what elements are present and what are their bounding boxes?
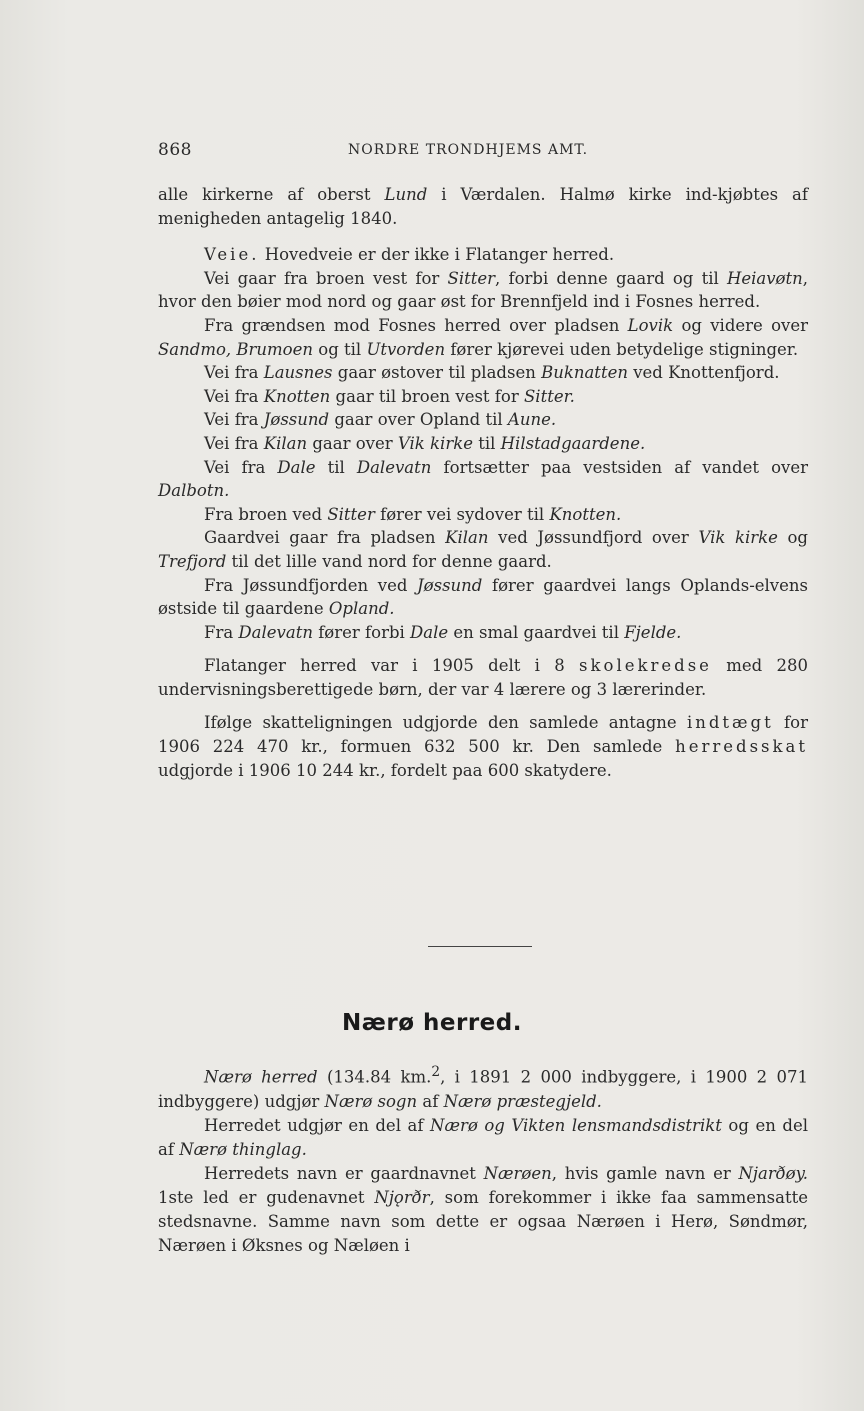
place-name: Sitter — [327, 504, 375, 524]
text-run: , i 1891 2 000 indbyggere, i 1900 2 071 indbyggere) udgjør — [158, 1067, 808, 1111]
text-run: Vei fra — [204, 386, 264, 406]
place-name: Dalbotn. — [158, 481, 230, 501]
spaced-term: skolekredse — [579, 656, 712, 676]
text-run: Vei gaar fra broen vest for — [204, 268, 448, 288]
text-run: Herredets navn er gaardnavnet — [204, 1163, 484, 1183]
section-label-veie: Veie. — [204, 245, 260, 265]
text-run: alle kirkerne af oberst — [158, 185, 385, 204]
place-name: Knotten. — [549, 504, 622, 524]
text-run: til — [472, 433, 501, 453]
text-run: med 280 undervisningsberettigede børn, der var 4 lærere og 3 lærerinder. — [158, 656, 808, 699]
superscript: 2 — [431, 1064, 441, 1080]
paragraph-road-8 — [158, 503, 808, 527]
place-name: Sitter — [447, 268, 496, 288]
section-title: Nærø herred. — [342, 1010, 522, 1036]
paragraph-church — [158, 183, 808, 230]
text-run: fører vei sydover til — [374, 504, 550, 524]
place-name: Aune. — [507, 410, 557, 430]
place-name: Dale — [410, 622, 449, 642]
text-run: af — [417, 1091, 444, 1111]
place-name: Vik kirke — [698, 528, 778, 548]
text-run: gaar over Opland til — [329, 410, 508, 430]
place-name: Sandmo, Brumoen — [158, 339, 314, 359]
place-name: Nærø og Vikten lensmandsdistrikt — [430, 1115, 722, 1135]
place-name: Kilan — [263, 433, 308, 453]
main-text — [158, 183, 808, 782]
paragraph-veie — [158, 243, 808, 267]
paragraph-road-3 — [158, 361, 808, 385]
place-name: Njǫrðr — [374, 1187, 430, 1207]
text-run: til — [315, 457, 357, 477]
place-name: Hilstadgaardene. — [500, 433, 646, 453]
text-run: fører forbi — [312, 622, 411, 642]
paragraph-road-11 — [158, 621, 808, 645]
text-run: Vei fra — [204, 457, 278, 477]
text-run: og til — [313, 339, 367, 359]
text-run: ved Jøssundfjord over — [488, 528, 699, 548]
text-run: gaar over — [307, 433, 398, 453]
place-name: Lausnes — [263, 363, 333, 383]
place-name: Dalevatn — [238, 622, 313, 642]
text-run: for 1906 224 470 kr., formuen 632 500 kr. Den samlede — [158, 713, 808, 757]
paragraph-taxes — [158, 711, 808, 782]
place-name: Nærø thinglag. — [179, 1139, 307, 1159]
place-name: Dalevatn — [356, 457, 432, 477]
text-run: og videre over — [673, 315, 809, 335]
page-header — [158, 140, 808, 164]
paragraph-road-2 — [158, 314, 808, 361]
paragraph-naero-2 — [158, 1114, 808, 1162]
text-run: 1ste led er gudenavnet — [158, 1187, 375, 1207]
page-number: 868 — [158, 140, 192, 160]
spaced-term: herredsskat — [675, 737, 808, 757]
text-run: Vei fra — [204, 363, 264, 383]
text-run: Herredet udgjør en del af — [204, 1115, 431, 1135]
text-run: Gaardvei gaar fra pladsen — [204, 528, 446, 548]
text-run: en smal gaardvei til — [448, 622, 625, 642]
place-name: Lovik — [627, 315, 674, 335]
spaced-term: indtægt — [686, 713, 774, 733]
paragraph-road-1 — [158, 267, 808, 314]
text-run: , som forekommer i ikke faa sammensatte stedsnavne. Samme navn som dette er ogsaa Nærøen i Herø, Søndmør, Nærøen i Øksnes og Næløen i — [158, 1187, 808, 1255]
section-text — [158, 1060, 808, 1258]
paragraph-road-4 — [158, 385, 808, 409]
paragraph-road-10 — [158, 574, 808, 621]
text-run: Flatanger herred var i 1905 delt i 8 — [204, 656, 580, 676]
text-run: Hovedveie er der ikke i Flatanger herred. — [259, 245, 615, 265]
place-name: Jøssund — [417, 575, 483, 595]
text-run: , hvis gamle navn er — [551, 1163, 739, 1183]
section-divider — [428, 946, 532, 947]
place-name: Njarðøy. — [738, 1163, 808, 1183]
text-run: fortsætter paa vestsiden af vandet over — [431, 457, 808, 477]
place-name: Lund — [384, 185, 428, 204]
text-run: ved Knottenfjord. — [627, 363, 780, 383]
place-name: Nærø herred — [204, 1067, 318, 1087]
text-run: Vei fra — [204, 410, 264, 430]
text-run: til det lille vand nord for denne gaard. — [226, 551, 552, 571]
paragraph-naero-1 — [158, 1060, 808, 1114]
paragraph-road-7 — [158, 456, 808, 503]
paragraph-road-6 — [158, 432, 808, 456]
text-run: udgjorde i 1906 10 244 kr., fordelt paa 600 skatydere. — [158, 760, 612, 780]
place-name: Kilan — [445, 528, 489, 548]
place-name: Nærøen — [483, 1163, 552, 1183]
place-name: Utvorden — [366, 339, 446, 359]
text-run: gaar til broen vest for — [330, 386, 524, 406]
place-name: Jøssund — [263, 410, 330, 430]
text-run: Ifølge skatteligningen udgjorde den samlede antagne — [204, 713, 687, 733]
text-run: og en del af — [158, 1115, 808, 1159]
paragraph-schools — [158, 654, 808, 701]
text-run: , hvor den bøier mod nord og gaar øst for Brennfjeld ind i Fosnes herred. — [158, 268, 808, 312]
text-run: , forbi denne gaard og til — [495, 268, 727, 288]
text-run: Fra — [204, 622, 239, 642]
place-name: Trefjord — [158, 551, 227, 571]
text-run: fører kjørevei uden betydelige stigninger. — [445, 339, 799, 359]
place-name: Nærø sogn — [324, 1091, 418, 1111]
text-run: (134.84 km. — [317, 1067, 432, 1087]
place-name: Heiavøtn — [726, 268, 803, 288]
place-name: Opland. — [328, 599, 395, 619]
text-run: i Værdalen. Halmø kirke ind-kjøbtes af menigheden antagelig 1840. — [158, 185, 809, 228]
place-name: Dale — [277, 457, 316, 477]
paragraph-road-5 — [158, 408, 808, 432]
text-run: Fra Jøssundfjorden ved — [204, 575, 418, 595]
place-name: Fjelde. — [624, 622, 682, 642]
running-title: NORDRE TRONDHJEMS AMT. — [348, 142, 589, 158]
place-name: Sitter. — [523, 386, 575, 406]
text-run: og — [777, 528, 808, 548]
place-name: Knotten — [263, 386, 331, 406]
text-run: gaar østover til pladsen — [332, 363, 542, 383]
place-name: Vik kirke — [397, 433, 473, 453]
text-run: Fra grændsen mod Fosnes herred over pladsen — [204, 315, 628, 335]
place-name: Nærø præstegjeld. — [443, 1091, 602, 1111]
text-run: fører gaardvei langs Oplands-elvens østside til gaardene — [158, 575, 808, 619]
paragraph-road-9 — [158, 526, 808, 573]
text-run: Fra broen ved — [204, 504, 328, 524]
place-name: Buknatten — [541, 363, 628, 383]
text-run: Vei fra — [204, 433, 264, 453]
paragraph-naero-3 — [158, 1162, 808, 1258]
